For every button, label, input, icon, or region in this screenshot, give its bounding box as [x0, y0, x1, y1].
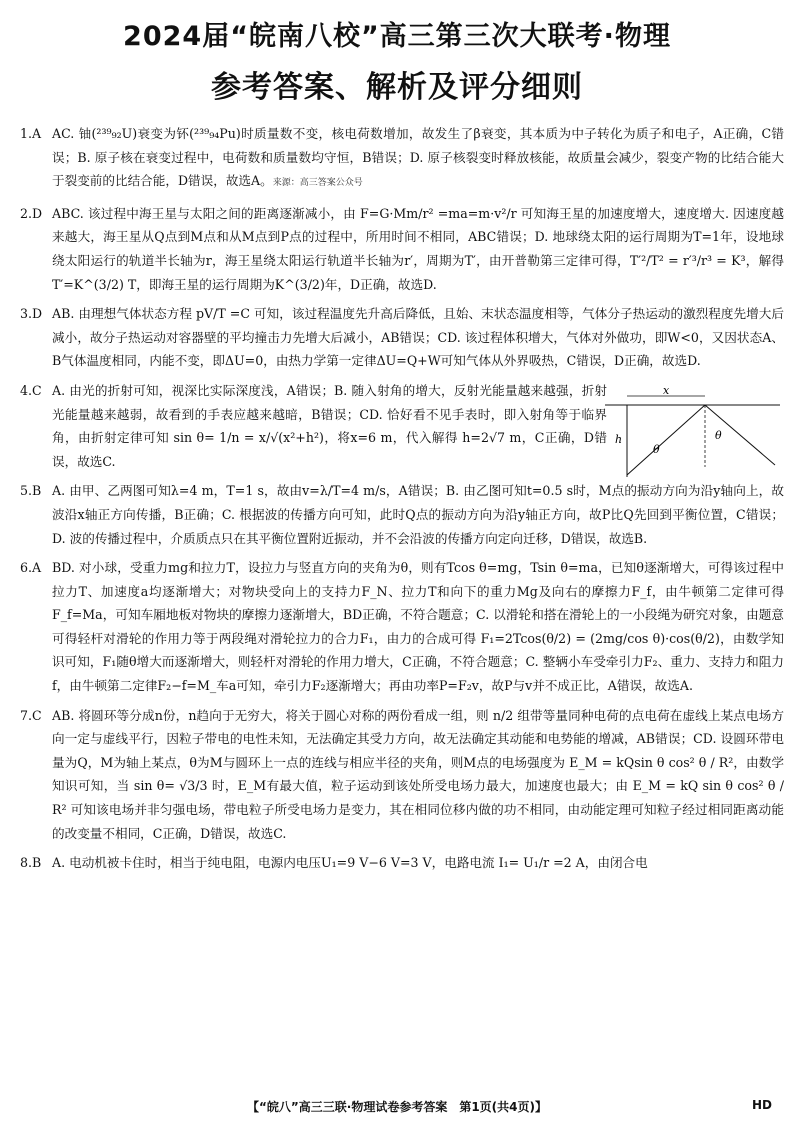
label-x: x: [663, 386, 670, 397]
question-text: A. 由光的折射可知，视深比实际深度浅，A错误；B. 随入射角的增大，反射光能量越来越强，折射光能量越来越弱，故看到的手表应越来越暗，B错误；CD. 恰好看不见手表时，即入射角等于临界角，由折射定律可知 sin θ= 1/n = x/√(x²+h²)，将x=6 m，代入解得 h=2√7 m，C正确，D错误，故选C.: [52, 382, 607, 469]
question-2: [20, 202, 784, 296]
question-number: 6.A: [20, 560, 42, 576]
question-number: 8.B: [20, 855, 42, 871]
question-1: [20, 122, 784, 196]
source-note: 来源：高三答案公众号: [272, 178, 363, 189]
question-8: [20, 851, 784, 875]
page-subtitle: 参考答案、解析及评分细则: [211, 70, 583, 105]
label-h: h: [615, 432, 623, 446]
question-number: 7.C: [20, 707, 42, 723]
question-4: [20, 379, 784, 473]
label-theta-right: θ: [715, 428, 722, 442]
question-text: A. 由甲、乙两图可知λ=4 m，T=1 s，故由v=λ/T=4 m/s，A错误；B. 由乙图可知t=0.5 s时，M点的振动方向为沿y轴向上，故波沿x轴正方向传播，B正确；C. 根据波的传播方向可知，此时Q点的振动方向为沿y轴正方向，故P比Q先回到平衡位置，C错误；D. 波的传播过程中，介质质点只在其平衡位置附近振动，并不会沿波的传播方向定向迁移，D错误，故选B.: [52, 483, 784, 546]
question-5: [20, 479, 784, 550]
page-title: 2024届“皖南八校”高三第三次大联考·物理: [123, 21, 671, 52]
refraction-diagram: [605, 387, 780, 483]
answer-content: [20, 122, 784, 875]
question-number: 5.B: [20, 483, 42, 499]
question-text: AB. 将圆环等分成n份，n趋向于无穷大，将关于圆心对称的两份看成一组，则 n/2 组带等量同种电荷的点电荷在虚线上某点电场方向一定与虚线平行，因粒子带电的电性未知，无法确定其受力方向，故无法确定其动能和电势能的增减，AB错误；CD. 设圆环带电量为Q，M为轴上某点，θ为M与圆环上一点的连线与相应半径的夹角，则M点的电场强度为 E_M = kQsin θ cos² θ / R²，由数学知识可知，当 sin θ= √3/3 时，E_M有最大值，粒子运动到该处所受电场力最大，加速度也最大；由 E_M = kQ sin θ cos² θ / R² 可知该电场并非匀强电场，带电粒子所受电场力是变力，其在相同位移内做的功不相同，由动能定理可知粒子经过相同距离动能的改变量不相同，C正确，D错误，故选C.: [52, 707, 784, 841]
page-footer: [0, 1098, 794, 1118]
question-number: 4.C: [20, 382, 42, 398]
question-7: [20, 704, 784, 846]
question-3: [20, 302, 784, 373]
question-number: 3.D: [20, 306, 43, 322]
incident-ray: [627, 405, 705, 475]
question-text: A. 电动机被卡住时，相当于纯电阻，电源内电压U₁=9 V−6 V=3 V，电路电流 I₁= U₁/r =2 A，由闭合电: [52, 855, 648, 871]
question-text: BD. 对小球，受重力mg和拉力T，设拉力与竖直方向的夹角为θ，则有Tcos θ=mg，Tsin θ=ma，已知θ逐渐增大，可得该过程中拉力T、加速度a均逐渐增大；对物块受向上的支持力F_N、拉力T和向下的重力Mg及向右的摩擦力F_f，由牛顿第二定律可得F_f=Ma，可知车厢地板对物块的摩擦力逐渐增大，BD正确，不符合题意；C. 以滑轮和搭在滑轮上的一小段绳为研究对象，由题意可得轻杆对滑轮的作用力等于两段绳对滑轮拉力的合力F₁，由力的合成可得 F₁=2Tcos(θ/2) = (2mg/cos θ)·cos(θ/2)，由数学知识可知，F₁随θ增大而逐渐增大，则轻杆对滑轮的作用力增大，C正确，不符合题意；C. 整辆小车受牵引力F₂、重力、支持力和阻力f，由牛顿第二定律F₂−f=M_车a可知，牵引力F₂逐渐增大；再由功率P=F₂v，故P与v并不成正比，A错误，故选A.: [52, 560, 785, 694]
question-text: ABC. 该过程中海王星与太阳之间的距离逐渐减小，由 F=G·Mm/r² =ma=m·v²/r 可知海王星的加速度增大，速度增大. 因速度越来越大，海王星从Q点到M点和从M点到P点的过程中，所用时间不相同，ABC错误；D. 地球绕太阳的运行周期为T=1年，设地球绕太阳运行的轨道半长轴为r，海王星绕太阳运行轨道半长轴为r′，周期为T′，由开普勒第三定律可得，T′²/T² = r′³/r³ = K³，解得 T′=K^(3/2) T，即海王星的运行周期为K^(3/2)年，D正确，故选D.: [52, 205, 784, 292]
label-theta-left: θ: [653, 442, 660, 456]
question-6: [20, 556, 784, 698]
question-number: 2.D: [20, 205, 43, 221]
question-text: AB. 由理想气体状态方程 pV/T =C 可知，该过程温度先升高后降低，且始、末状态温度相等，气体分子热运动的激烈程度先增大后减小，故分子热运动对容器壁的平均撞击力先增大后减小，AB错误；CD. 该过程体积增大，气体对外做功，即W<0，又因状态A、B气体温度相同，内能不变，即ΔU=0，由热力学第一定律ΔU=Q+W可知气体从外界吸热，C错误，D正确，故选D.: [52, 306, 784, 369]
question-text: AC. 铀(²³⁹₉₂U)衰变为钚(²³⁹₉₄Pu)时质量数不变，核电荷数增加，故发生了β衰变，其本质为中子转化为质子和电子，A正确，C错误；B. 原子核在衰变过程中，电荷数和质量数均守恒，B错误；D. 原子核裂变时释放核能，故质量会减少，裂变产物的比结合能大于裂变前的比结合能，D错误，故选A。: [52, 126, 784, 189]
footer-code: HD: [751, 1098, 772, 1112]
question-number: 1.A: [20, 126, 42, 141]
footer-text: 【“皖八”高三三联·物理试卷参考答案 第1页(共4页)】: [246, 1100, 547, 1114]
